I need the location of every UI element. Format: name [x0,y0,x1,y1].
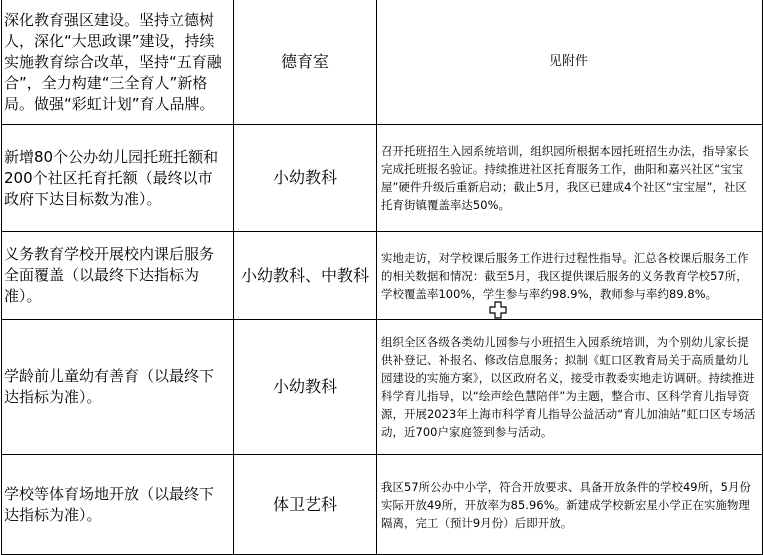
table-row [2,455,763,555]
dept-cell[interactable]: 小幼教科 [234,320,377,455]
progress-cell[interactable]: 召开托班招生入园系统培训，组织园所根据本园托班招生办法，指导家长完成托班报名验证。持续推进社区托育服务工作，曲阳和嘉兴社区“宝宝屋”硬件升级后重新启动；截止5月，我区已建成4个社区“宝宝屋”，社区托育街镇覆盖率达50%。 [377,125,763,232]
work-progress-table [1,0,763,555]
task-cell[interactable]: 深化教育强区建设。坚持立德树人，深化“大思政课”建设，持续实施教育综合改革，坚持“五育融合”，全力构建“三全育人”新格局。做强“彩虹计划”育人品牌。 [2,0,234,125]
table-row [2,232,763,320]
dept-cell[interactable]: 小幼教科 [234,125,377,232]
table-row [2,320,763,455]
progress-cell[interactable]: 实地走访，对学校课后服务工作进行过程性指导。汇总各校课后服务工作的相关数据和情况：截至5月，我区提供课后服务的义务教育学校57所，学校覆盖率100%，学生参与率约98.9%，教师参与率约89.8%。 [377,232,763,320]
move-cross-cursor-icon [489,301,507,319]
table-row [2,0,763,125]
task-cell[interactable]: 学龄前儿童幼有善育（以最终下达指标为准）。 [2,320,234,455]
table-row [2,125,763,232]
dept-cell[interactable]: 德育室 [234,0,377,125]
progress-cell[interactable]: 我区57所公办中小学，符合开放要求、具备开放条件的学校49所，5月份实际开放49所，开放率为85.96%。新建成学校新宏星小学正在实施物理隔离，完工（预计9月份）后即开放。 [377,455,763,555]
dept-cell[interactable]: 小幼教科、中教科 [234,232,377,320]
task-cell[interactable]: 义务教育学校开展校内课后服务全面覆盖（以最终下达指标为准）。 [2,232,234,320]
progress-cell[interactable]: 组织全区各级各类幼儿园参与小班招生入园系统培训，为个别幼儿家长提供补登记、补报名、修改信息服务；拟制《虹口区教育局关于高质量幼儿园建设的实施方案》，以区政府名义，接受市教委实地走访调研。持续推进科学育儿指导，以“绘声绘色慧陪伴”为主题，整合市、区科学育儿指导资源，开展2023年上海市科学育儿指导公益活动“育儿加油站”虹口区专场活动，近700户家庭签到参与活动。 [377,320,763,455]
progress-cell[interactable]: 见附件 [377,0,763,125]
task-cell[interactable]: 新增80个公办幼儿园托班托额和200个社区托育托额（最终以市政府下达目标数为准）。 [2,125,234,232]
dept-cell[interactable]: 体卫艺科 [234,455,377,555]
task-cell[interactable]: 学校等体育场地开放（以最终下达指标为准）。 [2,455,234,555]
